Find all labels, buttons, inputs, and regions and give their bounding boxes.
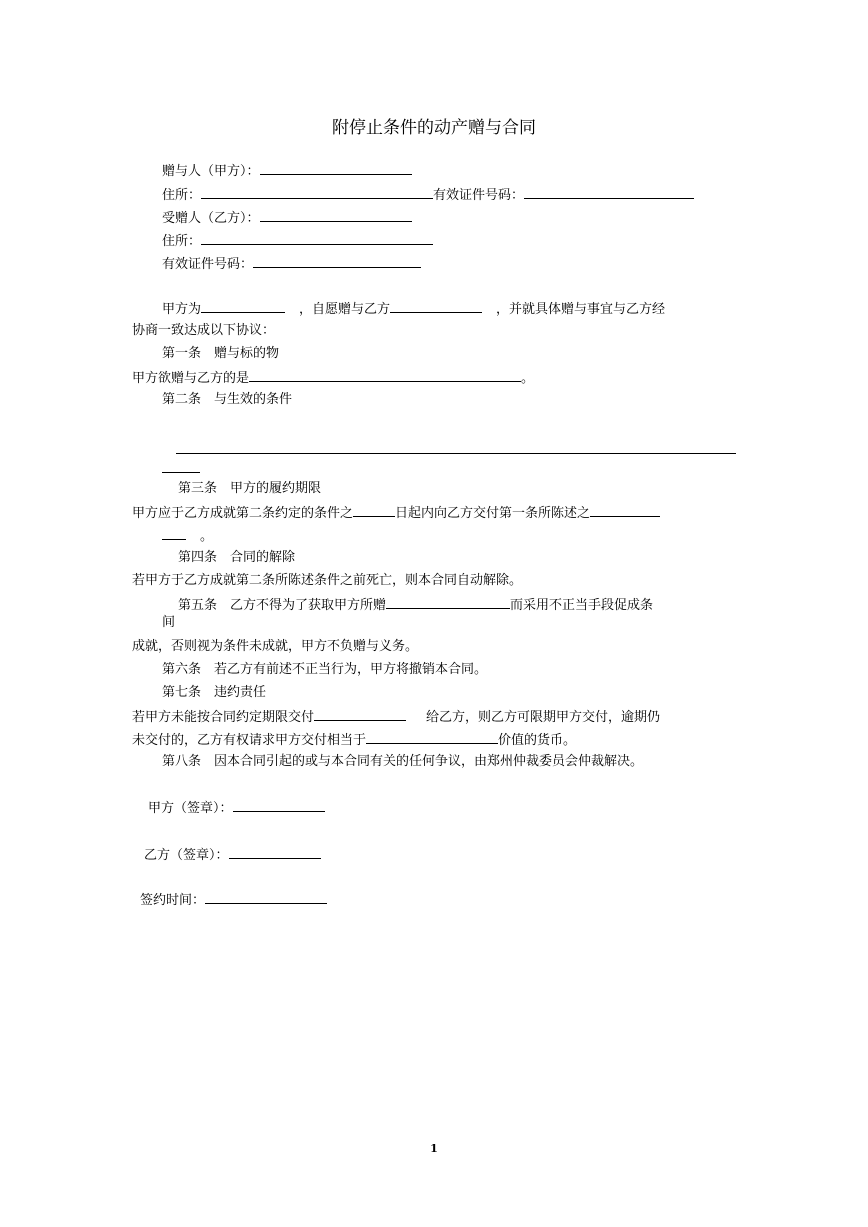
article-3-title: 第三条 甲方的履约期限 (178, 481, 322, 496)
intro-text-3: ，并就具体赠与事宜与乙方经 (496, 302, 666, 317)
id-label: 有效证件号码： (162, 257, 254, 272)
id-label: 有效证件号码： (433, 188, 525, 203)
article-1-text-b: 。 (521, 371, 535, 386)
signature-a-label: 甲方（签章）： (148, 801, 233, 816)
intro-line-2: 协商一致达成以下协议： (132, 323, 276, 338)
donee-address-blank[interactable] (201, 231, 433, 245)
condition-blank-line-1[interactable] (176, 453, 736, 454)
donee-id-blank[interactable] (253, 254, 421, 268)
donor-id-blank[interactable] (524, 185, 694, 199)
article-8-text: 第八条 因本合同引起的或与本合同有关的任何争议，由郑州仲裁委员会仲裁解决。 (162, 754, 644, 769)
donee-line (162, 208, 412, 228)
gift-item-blank[interactable] (249, 368, 521, 382)
article-7-text-1 (132, 707, 660, 727)
donor-blank[interactable] (260, 161, 412, 175)
intro-text-1: 甲方为 (162, 302, 202, 317)
article-4-title: 第四条 合同的解除 (178, 550, 296, 565)
article-7-text-c: 未交付的，乙方有权请求甲方交付相当于 (132, 733, 367, 748)
signature-a-blank[interactable] (233, 798, 325, 812)
article-1-text-a: 甲方欲赠与乙方的是 (132, 371, 250, 386)
article-3-text (132, 503, 660, 523)
article-7-text-b: 给乙方，则乙方可限期甲方交付，逾期仍 (426, 710, 661, 725)
intro-line (162, 299, 665, 319)
signature-party-a (148, 798, 325, 818)
article-3-text-c: 。 (200, 529, 214, 544)
article-7-text-2 (132, 730, 576, 750)
donee-label: 受赠人（乙方）： (162, 211, 260, 226)
donee-blank[interactable] (260, 208, 412, 222)
signature-b-blank[interactable] (229, 845, 321, 859)
contract-title: 附停止条件的动产赠与合同 (332, 118, 536, 138)
article-7-text-a: 若甲方未能按合同约定期限交付 (132, 710, 315, 725)
gift-blank[interactable] (386, 595, 510, 609)
article-2-title: 第二条 与生效的条件 (162, 392, 293, 407)
delivery-item-blank-cont[interactable] (162, 526, 186, 540)
donee-id-line (162, 254, 421, 274)
donor-address-blank[interactable] (201, 185, 433, 199)
delivery-item-blank[interactable] (590, 503, 660, 517)
donor-line (162, 161, 412, 181)
signing-date (140, 890, 327, 910)
signature-b-label: 乙方（签章）： (144, 848, 229, 863)
signing-date-blank[interactable] (205, 890, 327, 904)
article-7-title: 第七条 违约责任 (162, 685, 267, 700)
days-blank[interactable] (353, 503, 395, 517)
article-5-text-c: 间 (162, 615, 176, 630)
intro-blank-2[interactable] (390, 299, 482, 313)
signature-party-b (144, 845, 321, 865)
condition-blank-line-2[interactable] (162, 472, 200, 473)
value-blank[interactable] (366, 730, 498, 744)
address-label: 住所： (162, 188, 202, 203)
page-number: 1 (430, 1142, 438, 1155)
donee-address-line (162, 231, 433, 251)
article-5-text-a: 第五条 乙方不得为了获取甲方所赠 (178, 598, 387, 613)
article-1-title: 第一条 赠与标的物 (162, 346, 280, 361)
article-3-text-a: 甲方应于乙方成就第二条约定的条件之 (132, 506, 354, 521)
signing-date-label: 签约时间： (140, 893, 206, 908)
article-1-text (132, 368, 534, 388)
address-label: 住所： (162, 234, 202, 249)
delivery-blank[interactable] (314, 707, 406, 721)
donor-address-line (162, 185, 694, 205)
article-3-text-b: 日起内向乙方交付第一条所陈述之 (395, 506, 591, 521)
article-7-text-d: 价值的货币。 (498, 733, 577, 748)
article-6-text: 第六条 若乙方有前述不正当行为，甲方将撤销本合同。 (162, 662, 488, 677)
article-5-text-d: 成就，否则视为条件未成就，甲方不负赠与义务。 (132, 639, 419, 654)
article-4-text: 若甲方于乙方成就第二条所陈述条件之前死亡，则本合同自动解除。 (132, 573, 523, 588)
donor-label: 赠与人（甲方）： (162, 164, 260, 179)
intro-blank-1[interactable] (201, 299, 285, 313)
article-5-text-b: 而采用不正当手段促成条 (510, 598, 654, 613)
intro-text-2: ，自愿赠与乙方 (299, 302, 391, 317)
article-3-text-cont (162, 526, 213, 546)
article-5-text (178, 595, 653, 615)
